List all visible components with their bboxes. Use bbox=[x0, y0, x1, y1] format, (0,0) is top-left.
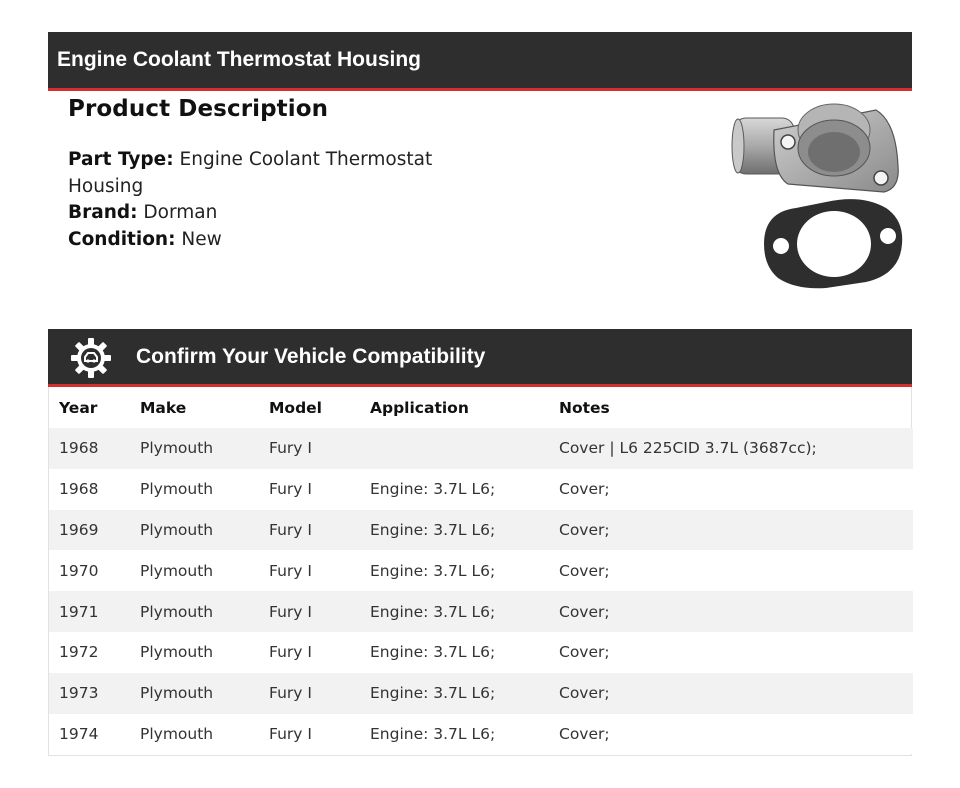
cell-model: Fury I bbox=[259, 714, 360, 755]
cell-notes: Cover; bbox=[549, 632, 913, 673]
brand-value: Dorman bbox=[143, 202, 218, 223]
cell-model: Fury I bbox=[259, 510, 360, 551]
part-type-value: Engine Coolant Thermostat Housing bbox=[68, 149, 433, 197]
column-header-year: Year bbox=[59, 398, 98, 417]
cell-model: Fury I bbox=[259, 428, 360, 469]
cell-application: Engine: 3.7L L6; bbox=[360, 469, 549, 510]
brand-label: Brand: bbox=[68, 202, 138, 223]
cell-application: Engine: 3.7L L6; bbox=[360, 632, 549, 673]
table-row bbox=[49, 428, 913, 469]
gasket bbox=[764, 199, 902, 288]
table-row bbox=[49, 550, 913, 591]
part-type-field bbox=[68, 147, 468, 200]
cell-make: Plymouth bbox=[130, 591, 259, 632]
cell-make: Plymouth bbox=[130, 714, 259, 755]
product-image bbox=[726, 96, 910, 292]
thermostat-housing bbox=[732, 104, 898, 192]
condition-value: New bbox=[181, 228, 222, 250]
cell-application: Engine: 3.7L L6; bbox=[360, 550, 549, 591]
cell-year: 1974 bbox=[49, 714, 130, 755]
compatibility-bar bbox=[48, 329, 912, 387]
table-row bbox=[49, 714, 913, 755]
cell-notes: Cover | L6 225CID 3.7L (3687cc); bbox=[549, 428, 913, 469]
table-row bbox=[49, 591, 913, 632]
cell-make: Plymouth bbox=[130, 550, 259, 591]
part-type-label: Part Type: bbox=[68, 149, 174, 170]
cell-notes: Cover; bbox=[549, 673, 913, 714]
table-row bbox=[49, 673, 913, 714]
table-row bbox=[49, 632, 913, 673]
cell-model: Fury I bbox=[259, 591, 360, 632]
cell-application bbox=[360, 428, 549, 469]
cell-model: Fury I bbox=[259, 673, 360, 714]
cell-notes: Cover; bbox=[549, 591, 913, 632]
cell-notes: Cover; bbox=[549, 714, 913, 755]
cell-year: 1969 bbox=[49, 510, 130, 551]
cell-application: Engine: 3.7L L6; bbox=[360, 673, 549, 714]
cell-notes: Cover; bbox=[549, 550, 913, 591]
cell-application: Engine: 3.7L L6; bbox=[360, 510, 549, 551]
table-header-row bbox=[49, 387, 913, 428]
cell-year: 1971 bbox=[49, 591, 130, 632]
column-header-make: Make bbox=[140, 398, 187, 417]
product-title-bar bbox=[48, 32, 912, 91]
column-header-notes: Notes bbox=[559, 398, 610, 417]
cell-model: Fury I bbox=[259, 632, 360, 673]
cell-year: 1968 bbox=[49, 469, 130, 510]
cell-model: Fury I bbox=[259, 469, 360, 510]
cell-application: Engine: 3.7L L6; bbox=[360, 714, 549, 755]
cell-notes: Cover; bbox=[549, 510, 913, 551]
gear-car-icon bbox=[70, 337, 112, 379]
compatibility-title: Confirm Your Vehicle Compatibility bbox=[136, 344, 486, 368]
cell-year: 1973 bbox=[49, 673, 130, 714]
cell-year: 1972 bbox=[49, 632, 130, 673]
column-header-application: Application bbox=[370, 398, 469, 417]
cell-model: Fury I bbox=[259, 550, 360, 591]
cell-make: Plymouth bbox=[130, 428, 259, 469]
product-description bbox=[68, 96, 468, 253]
brand-field bbox=[68, 200, 468, 227]
cell-year: 1968 bbox=[49, 428, 130, 469]
column-header-model: Model bbox=[269, 398, 322, 417]
description-heading: Product Description bbox=[68, 96, 329, 122]
product-title: Engine Coolant Thermostat Housing bbox=[57, 48, 422, 71]
cell-make: Plymouth bbox=[130, 673, 259, 714]
table-row bbox=[49, 510, 913, 551]
cell-make: Plymouth bbox=[130, 510, 259, 551]
cell-year: 1970 bbox=[49, 550, 130, 591]
table-row bbox=[49, 469, 913, 510]
cell-notes: Cover; bbox=[549, 469, 913, 510]
compatibility-table bbox=[48, 387, 912, 756]
condition-label: Condition: bbox=[68, 228, 176, 250]
cell-make: Plymouth bbox=[130, 632, 259, 673]
condition-field bbox=[68, 227, 468, 254]
cell-make: Plymouth bbox=[130, 469, 259, 510]
cell-application: Engine: 3.7L L6; bbox=[360, 591, 549, 632]
